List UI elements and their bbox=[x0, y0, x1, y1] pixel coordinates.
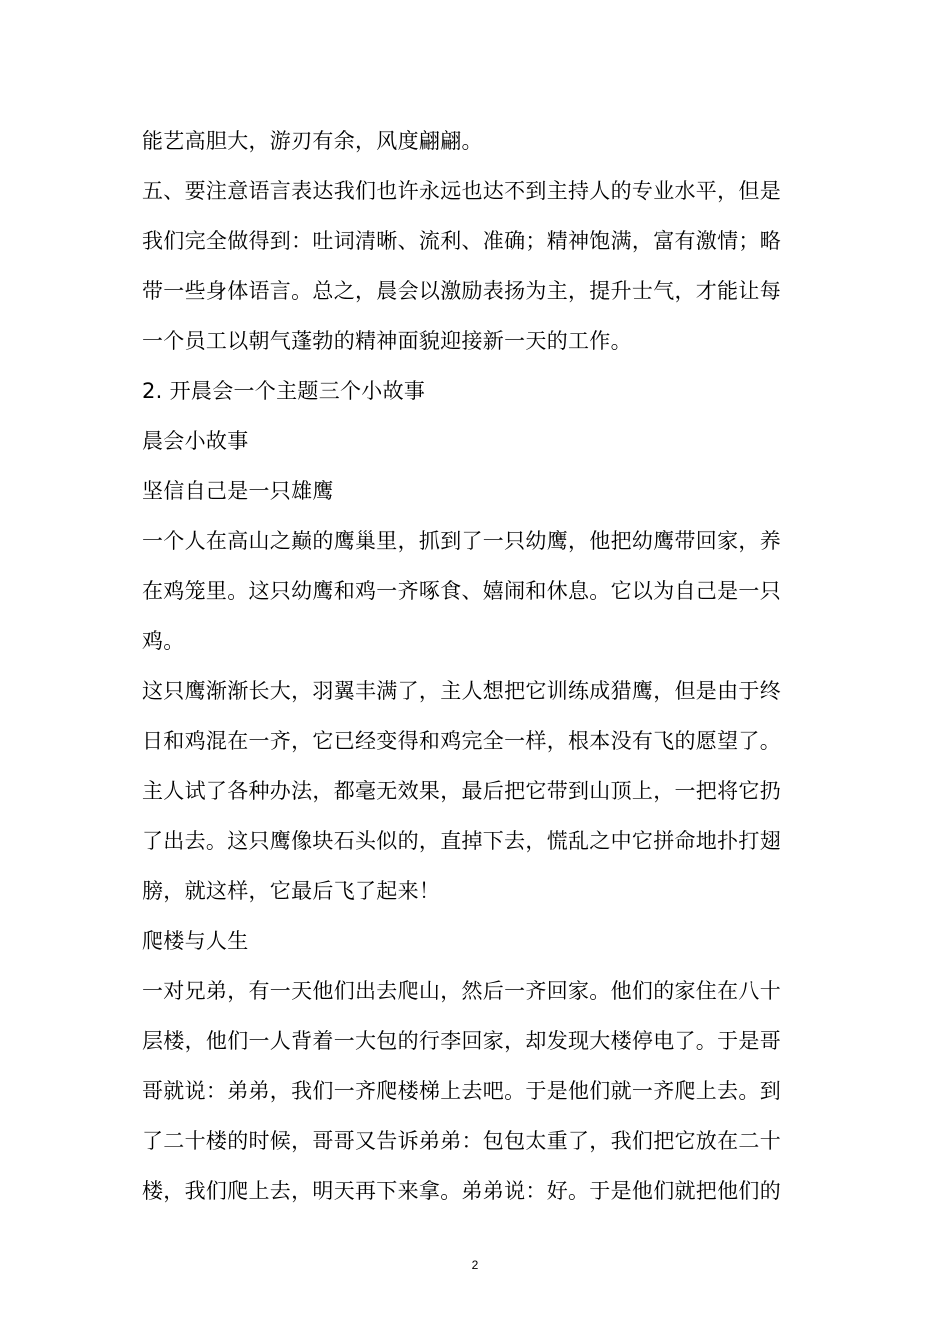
page-number: 2 bbox=[471, 1258, 479, 1272]
text-line: 在鸡笼里。这只幼鹰和鸡一齐啄食、嬉闹和休息。它以为自己是一只 bbox=[142, 579, 781, 603]
text-line: 一个人在高山之巅的鹰巢里，抓到了一只幼鹰，他把幼鹰带回家，养 bbox=[142, 529, 781, 553]
text-line: 五、要注意语言表达我们也许永远也达不到主持人的专业水平，但是 bbox=[142, 179, 781, 203]
text-line: 能艺高胆大，游刃有余，风度翩翩。 bbox=[142, 129, 483, 153]
text-line: 日和鸡混在一齐，它已经变得和鸡完全一样，根本没有飞的愿望了。 bbox=[142, 729, 781, 753]
document-body bbox=[142, 116, 814, 1216]
story-title: 坚信自己是一只雄鹰 bbox=[142, 479, 334, 503]
story-title: 爬楼与人生 bbox=[142, 929, 249, 953]
text-line: 一对兄弟，有一天他们出去爬山，然后一齐回家。他们的家住在八十 bbox=[142, 979, 781, 1003]
text-line: 层楼，他们一人背着一大包的行李回家，却发现大楼停电了。于是哥 bbox=[142, 1029, 781, 1053]
text-line: 了出去。这只鹰像块石头似的，直掉下去，慌乱之中它拼命地扑打翅 bbox=[142, 829, 781, 853]
text-line: 楼，我们爬上去，明天再下来拿。弟弟说：好。于是他们就把他们的 bbox=[142, 1179, 781, 1203]
text-line: 主人试了各种办法，都毫无效果，最后把它带到山顶上，一把将它扔 bbox=[142, 779, 781, 803]
text-line: 了二十楼的时候，哥哥又告诉弟弟：包包太重了，我们把它放在二十 bbox=[142, 1129, 781, 1153]
text-line: 膀，就这样，它最后飞了起来！ bbox=[142, 879, 441, 903]
text-line: 一个员工以朝气蓬勃的精神面貌迎接新一天的工作。 bbox=[142, 329, 632, 353]
text-line: 哥就说：弟弟，我们一齐爬楼梯上去吧。于是他们就一齐爬上去。到 bbox=[142, 1079, 781, 1103]
subheading: 晨会小故事 bbox=[142, 429, 249, 453]
section-heading: 2. 开晨会一个主题三个小故事 bbox=[142, 379, 426, 403]
text-line: 带一些身体语言。总之，晨会以激励表扬为主，提升士气，才能让每 bbox=[142, 279, 781, 303]
text-line: 这只鹰渐渐长大，羽翼丰满了，主人想把它训练成猎鹰，但是由于终 bbox=[142, 679, 781, 703]
text-line: 鸡。 bbox=[142, 629, 185, 653]
text-line: 我们完全做得到：吐词清晰、流利、准确；精神饱满，富有激情；略 bbox=[142, 229, 781, 253]
